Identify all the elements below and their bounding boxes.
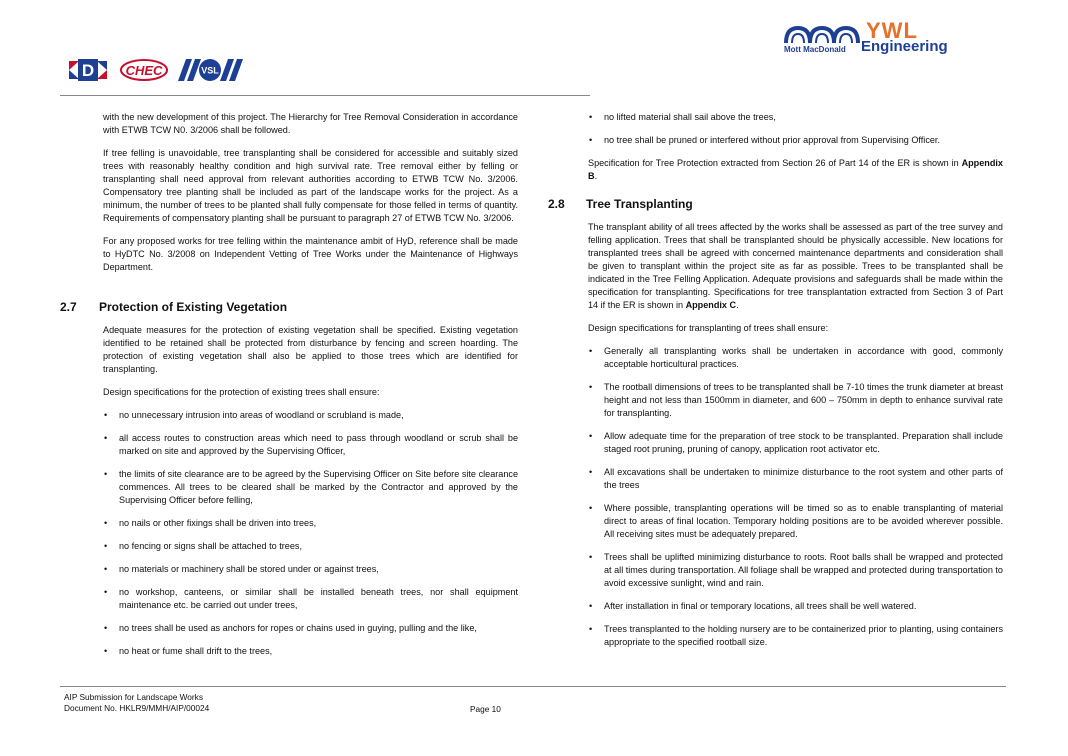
list-item: • Allow adequate time for the preparation of tree stock to be transplanted. Preparation shall include staged root pruning, pruning of canopy, application root activator etc. bbox=[588, 430, 1003, 456]
list-item: • all access routes to construction areas which need to pass through woodland or scrub shall be marked on site and approved by the Supervising Officer, bbox=[103, 432, 518, 458]
list-item: • no workshop, canteens, or similar shall be installed beneath trees, nor shall equipment maintenance etc. be carried out under trees, bbox=[103, 586, 518, 612]
spec-text: Specification for Tree Protection extracted from Section 26 of Part 14 of the ER is shown in bbox=[588, 158, 959, 168]
mott-macdonald-logo-text: Mott MacDonald bbox=[784, 45, 846, 54]
list-item: • the limits of site clearance are to be agreed by the Supervising Officer on Site before site clearance commences. All trees to be cleared shall be marked by the Contractor and approved by the Supervising Officer before felling, bbox=[103, 468, 518, 507]
section-heading bbox=[60, 300, 518, 314]
paragraph: with the new development of this project. The Hierarchy for Tree Removal Consideration in accordance with ETWB TCW N0. 3/2006 shall be followed. bbox=[103, 112, 518, 135]
list-item: • All excavations shall be undertaken to minimize disturbance to the root system and other parts of the trees bbox=[588, 466, 1003, 492]
list-item: • no unnecessary intrusion into areas of woodland or scrubland is made, bbox=[103, 409, 518, 422]
list-item: • The rootball dimensions of trees to be transplanted shall be 7-10 times the trunk diameter at breast height and not less than 1500mm in diameter, and 600 – 750mm in depth to enhance survival rate for transplanting. bbox=[588, 381, 1003, 420]
list-item: • Trees transplanted to the holding nursery are to be containerized prior to planting, using containers appropriate to the specified rootball size. bbox=[588, 623, 1003, 649]
list-item: • Where possible, transplanting operations will be timed so as to enable transplanting of material direct to areas of final location. Temporary holding positions are to be avoided wherever possible. All receiving sites must be adequately prepared. bbox=[588, 502, 1003, 541]
svg-text:VSL: VSL bbox=[201, 65, 219, 76]
ywl-brand-title: YWL bbox=[866, 18, 918, 43]
list-item: • no trees shall be used as anchors for ropes or chains used in guying, pulling and the like, bbox=[103, 622, 518, 635]
svg-text:CHEC: CHEC bbox=[125, 63, 163, 78]
section-heading bbox=[548, 197, 1003, 211]
bullet-list bbox=[103, 409, 518, 658]
paragraph: Design specifications for transplanting of trees shall ensure: bbox=[588, 323, 829, 333]
footer-document-number: Document No. HKLR9/MMH/AIP/00024 bbox=[64, 703, 210, 713]
list-item: • no fencing or signs shall be attached to trees, bbox=[103, 540, 518, 553]
footer-rule bbox=[60, 686, 1006, 687]
list-item: • Generally all transplanting works shall be undertaken in accordance with good, commonly acceptable horticultural practices. bbox=[588, 345, 1003, 371]
paragraph: Specification for Tree Protection extracted from Section 26 of Part 14 of the ER is shown in Appendix B. bbox=[588, 158, 1003, 181]
paragraph: For any proposed works for tree felling within the maintenance ambit of HyD, reference shall be made to HyDTC No. 3/2008 on Independent Vetting of Tree Works under the Maintenance of Highways Department. bbox=[103, 236, 518, 272]
paragraph: The transplant ability of all trees affected by the works shall be assessed as part of the tree survey and felling application. Trees that shall be transplanted should be physically accessible. New locations for transplanted trees shall be agreed with concerned maintenance departments and consideration shall be given to transplant within the project site as far as possible. Trees to be transplanted shall be indicated in the Tree Felling Application. Adequate provisions and safeguards shall be made within the specification for transplanting. Specifications for tree transplantation extracted from Section 3 of Part 14 if the ER is shown in Appendix C. bbox=[588, 222, 1003, 310]
list-item: • After installation in final or temporary locations, all trees shall be well watered. bbox=[588, 600, 1003, 613]
list-item: • no tree shall be pruned or interfered without prior approval from Supervising Officer. bbox=[588, 134, 1003, 147]
bullet-list bbox=[588, 111, 1003, 147]
list-item: • no nails or other fixings shall be driven into trees, bbox=[103, 517, 518, 530]
mott-macdonald-waves-icon bbox=[784, 25, 862, 45]
svg-text:D: D bbox=[81, 61, 95, 80]
appendix-b-ref: Appendix B bbox=[588, 158, 1003, 181]
list-item: • no materials or machinery shall be stored under or against trees, bbox=[103, 563, 518, 576]
list-item: • no heat or fume shall drift to the trees, bbox=[103, 645, 518, 658]
transplant-text: The transplant ability of all trees affected by the works shall be assessed as part of the tree survey and felling application. Trees that shall be transplanted should be physically accessible. New locations for transplanted trees shall be agreed with concerned maintenance departments and consideration shall be given to transplant within the project site as far as possible. Trees to be transplanted shall be indicated in the Tree Felling Application. Adequate provisions and safeguards shall be made within the specification for transplanting. Specifications for tree transplantation extracted from Section 3 of Part 14 if the ER is shown in bbox=[588, 222, 1003, 310]
header-rule bbox=[60, 95, 590, 96]
section-number: 2.7 bbox=[60, 300, 77, 314]
bullet-list bbox=[588, 345, 1003, 649]
chec-logo bbox=[119, 58, 169, 82]
paragraph: If tree felling is unavoidable, tree transplanting shall be considered for accessible and suitably sized trees with reasonably healthy condition and high survival rate. Tree removal either by felling or transplanting shall need approval from relevant authorities according to ETWB TCW No. 3/2006. Compensatory tree planting shall be included as part of the landscape works for the project. As a minimum, the number of trees to be planted shall fully compensate for those felled in terms of quantity. Requirements of compensatory planting shall be pursuant to paragraph 27 of ETWB TCW No. 3/2006. bbox=[103, 148, 518, 223]
ywl-brand-subtitle: Engineering bbox=[861, 38, 948, 55]
page-number: Page 10 bbox=[470, 704, 501, 714]
paragraph: Design specifications for the protection of existing trees shall ensure: bbox=[103, 387, 380, 397]
paragraph: Adequate measures for the protection of existing vegetation shall be specified. Existing vegetation identified to be retained shall be protected from disturbance by fencing and screen hoarding. The protection of existing vegetation shall also be applied to those trees which are identified for transplanting. bbox=[103, 325, 518, 374]
vsl-logo bbox=[178, 58, 244, 82]
list-item: • no lifted material shall sail above the trees, bbox=[588, 111, 1003, 124]
left-column bbox=[60, 111, 518, 658]
section-title: Protection of Existing Vegetation bbox=[99, 300, 288, 314]
dragages-logo bbox=[69, 58, 107, 82]
right-column bbox=[548, 111, 1003, 649]
appendix-c-ref: Appendix C bbox=[685, 300, 737, 310]
footer-title: AIP Submission for Landscape Works bbox=[64, 692, 203, 702]
section-title: Tree Transplanting bbox=[586, 197, 693, 211]
list-item: • Trees shall be uplifted minimizing disturbance to roots. Root balls shall be wrapped and protected at all times during transportation. All foliage shall be wrapped and protected during transportation to avoid excessive sunlight, wind and rain. bbox=[588, 551, 1003, 590]
section-number: 2.8 bbox=[548, 197, 565, 211]
